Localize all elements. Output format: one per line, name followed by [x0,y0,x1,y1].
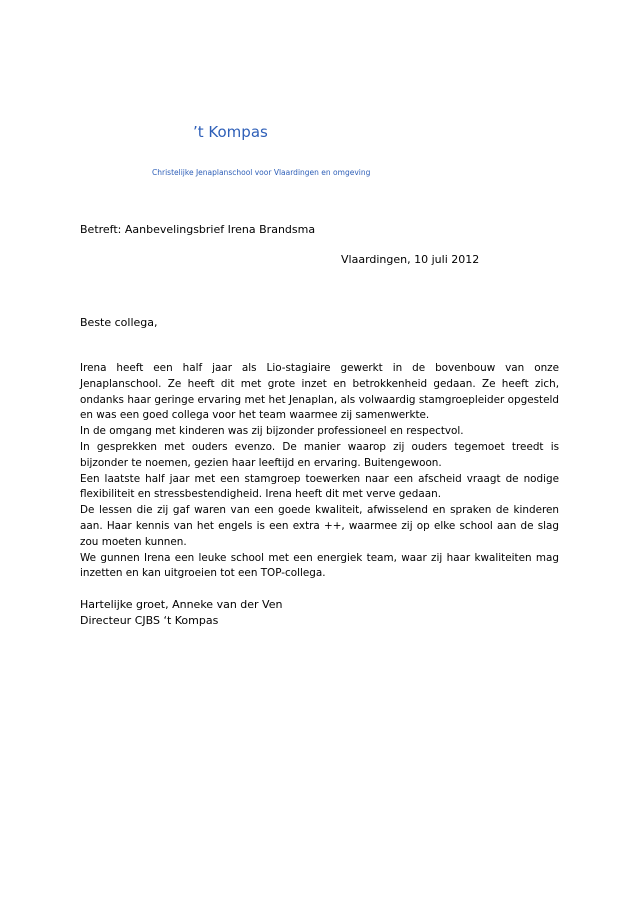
letter-place-date: Vlaardingen, 10 juli 2012 [341,253,480,266]
body-paragraph: In gesprekken met ouders evenzo. De manier waarop zij ouders tegemoet treedt is bijzonder te noemen, gezien haar leeftijd en ervaring. Buitengewoon. [80,440,559,469]
school-name: ’t Kompas [193,123,268,141]
letter-salutation: Beste collega, [80,316,158,329]
body-paragraph: We gunnen Irena een leuke school met een energiek team, waar zij haar kwaliteiten mag inzetten en kan uitgroeien tot een TOP-collega. [80,551,559,580]
letter-closing: Hartelijke groet, Anneke van der Ven [80,598,283,611]
signature-title: Directeur CJBS ‘t Kompas [80,613,219,627]
body-paragraph: Irena heeft een half jaar als Lio-stagiaire gewerkt in de bovenbouw van onze Jenaplanschool. Ze heeft dit met grote inzet en betrokkenheid gedaan. Ze heeft zich, ondanks haar geringe ervaring met het Jenaplan, als volwaardig stamgroepleider opgesteld en was een goed collega voor het team waarmee zij samenwerkte. [80,362,559,422]
letter-body [80,361,559,582]
body-paragraph: In de omgang met kinderen was zij bijzonder professioneel en respectvol. [80,425,464,438]
letter-closing-block [80,597,282,629]
school-subtitle: Christelijke Jenaplanschool voor Vlaardingen en omgeving [152,168,371,177]
body-paragraph: Een laatste half jaar met een stamgroep toewerken naar een afscheid vraagt de nodige flexibiliteit en stressbestendigheid. Irena heeft dit met verve gedaan. [80,472,559,501]
body-paragraph: De lessen die zij gaf waren van een goede kwaliteit, afwisselend en spraken de kinderen aan. Haar kennis van het engels is een extra ++, waarmee zij op elke school aan de slag zou moeten kunnen. [80,504,559,548]
letter-subject: Betreft: Aanbevelingsbrief Irena Brandsma [80,223,316,236]
